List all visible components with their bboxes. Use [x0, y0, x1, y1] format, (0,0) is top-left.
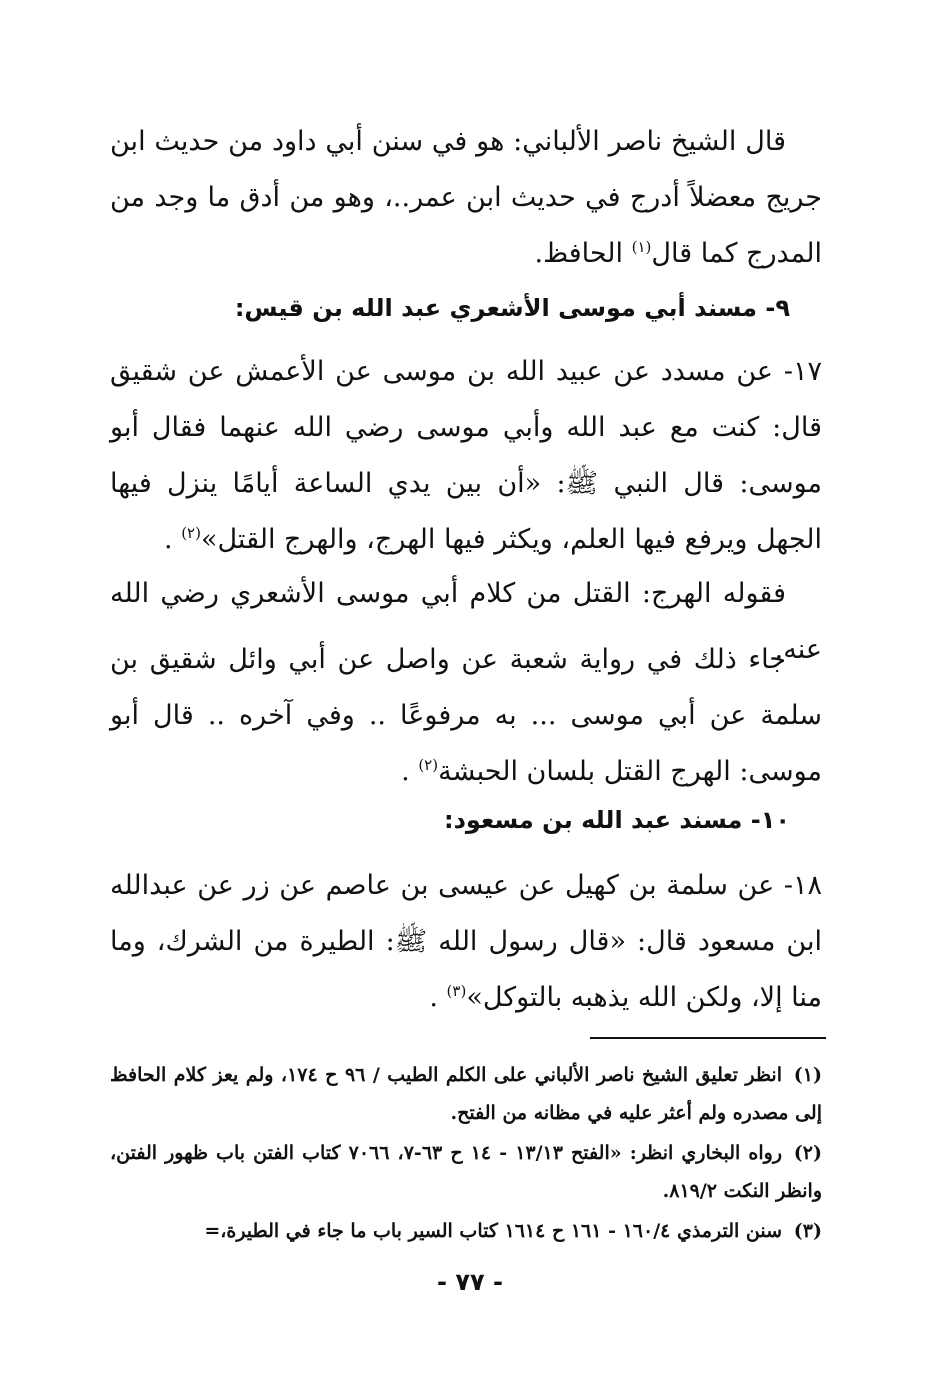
footnote-ref-2b[interactable]: (٢) — [418, 756, 439, 774]
page-number: - ٧٧ - — [437, 1268, 503, 1296]
footnote-text: رواه البخاري انظر: «الفتح ١٣/١٣ - ١٤ ح ٦٣-٧، ٧٠٦٦ كتاب الفتن باب ظهور الفتن، وانظر النكت ٨١٩/٢. — [110, 1142, 822, 1202]
paragraph-text-end: الحافظ. — [534, 238, 632, 269]
footnote-number: (١) — [793, 1064, 823, 1086]
footnote-text: انظر تعليق الشيخ ناصر الألباني على الكلم الطيب / ٩٦ ح ١٧٤، ولم يعز كلام الحافظ إلى مصدره ولم أعثر عليه في مظانه من الفتح. — [110, 1064, 822, 1124]
paragraph-text: ١٨- عن سلمة بن كهيل عن عيسى بن عاصم عن زر عن عبدالله ابن مسعود قال: «قال رسول الله ﷺ: الطيرة من الشرك، وما منا إلا، ولكن الله يذهبه بالتوكل» — [110, 870, 822, 1013]
footnote-text: سنن الترمذي ١٦٠/٤ - ١٦١ ح ١٦١٤ كتاب السير باب ما جاء في الطيرة،= — [204, 1220, 782, 1242]
footnote-ref-2[interactable]: (٢) — [181, 524, 201, 542]
paragraph-text: قال الشيخ ناصر الألباني: هو في سنن أبي داود من حديث ابن جريج معضلاً أدرج في حديث ابن عمر..، وهو من أدق ما وجد من المدرج كما قال — [110, 126, 822, 269]
paragraph-text: ١٧- عن مسدد عن عبيد الله بن موسى عن الأعمش عن شقيق قال: كنت مع عبد الله وأبي موسى رضي الله عنهما فقال أبو موسى: قال النبي ﷺ: «أن بين يدي الساعة أيامًا ينزل فيها الجهل ويرفع فيها العلم، ويكثر فيها الهرج، والهرج القتل» — [110, 356, 822, 555]
footnote-number: (٢) — [793, 1142, 823, 1164]
section-heading-abu-musa: ٩- مسند أبي موسى الأشعري عبد الله بن قيس: — [234, 294, 790, 322]
footnote-ref-1[interactable]: (١) — [631, 238, 652, 256]
paragraph-text: جاء ذلك في رواية شعبة عن واصل عن أبي وائل شقيق بن سلمة عن أبي موسى ... به مرفوعًا .. وفي آخره .. قال أبو موسى: الهرج القتل بلسان الحبشة — [110, 644, 822, 787]
footnote-ref-3[interactable]: (٣) — [446, 982, 467, 1000]
footnote-1 — [110, 1056, 822, 1132]
paragraph-shuba-narration — [110, 632, 822, 800]
paragraph-harj-explanation: فقوله الهرج: القتل من كلام أبي موسى الأشعري رضي الله عنه. — [110, 578, 822, 665]
paragraph-text-end: . — [401, 756, 419, 787]
footnote-3 — [110, 1212, 822, 1250]
footnote-2 — [110, 1134, 822, 1210]
paragraph-hadith-18 — [110, 858, 822, 1026]
paragraph-text-end: . — [429, 982, 447, 1013]
paragraph-albani-comment — [110, 114, 822, 282]
footnote-number: (٣) — [793, 1220, 822, 1242]
section-heading-ibn-masud: ١٠- مسند عبد الله بن مسعود: — [443, 806, 790, 834]
paragraph-hadith-17 — [110, 344, 822, 568]
paragraph-text-end: . — [164, 524, 182, 555]
footnote-divider — [590, 1037, 826, 1039]
